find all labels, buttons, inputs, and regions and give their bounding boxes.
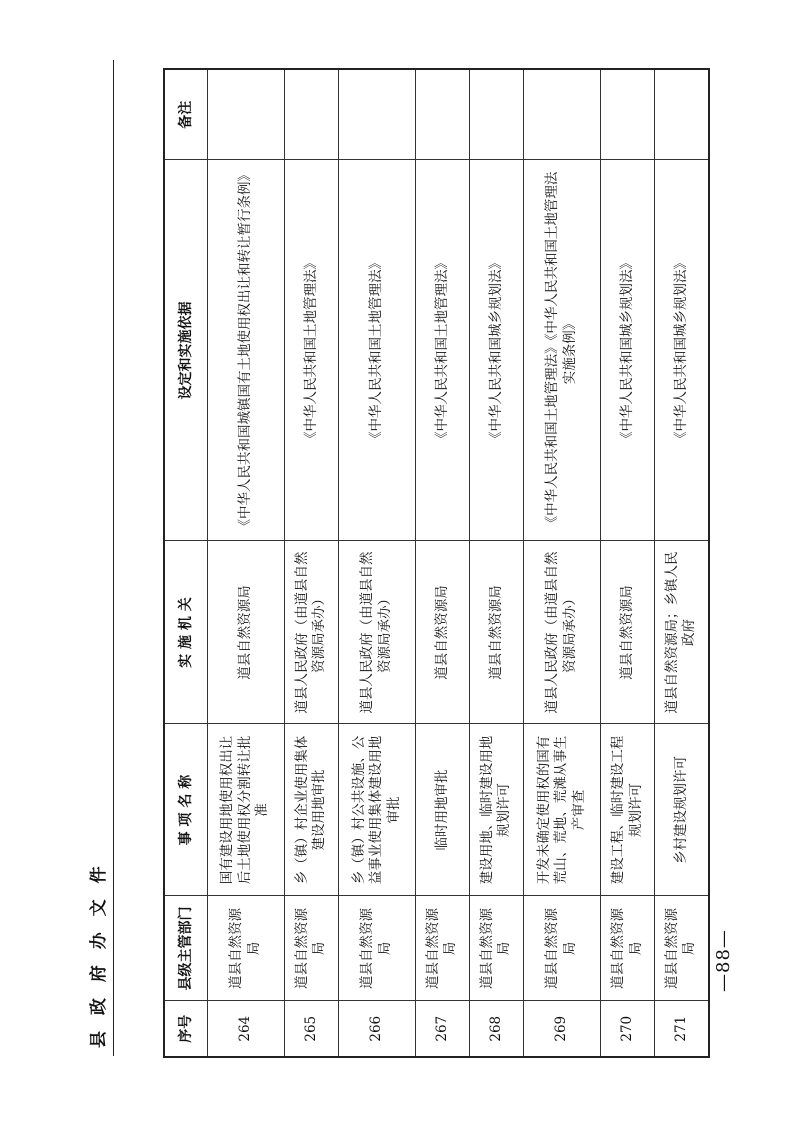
cell-item: 国有建设用地使用权出让后土地使用权分割转让批准 — [207, 724, 284, 896]
col-header-agency: 实 施 机 关 — [164, 541, 207, 724]
cell-basis: 《中华人民共和国城乡规划法》 — [601, 160, 655, 541]
cell-agency: 道县自然资源局 — [601, 541, 655, 724]
page-number: —88— — [713, 929, 734, 992]
cell-basis: 《中华人民共和国城乡规划法》 — [469, 160, 523, 541]
cell-note — [654, 69, 709, 160]
cell-basis: 《中华人民共和国土地管理法》《中华人民共和国土地管理法实施条例》 — [523, 160, 600, 541]
table-row — [601, 69, 655, 1057]
cell-note — [207, 69, 284, 160]
approval-items-table — [163, 68, 710, 1058]
cell-dept: 道县自然资源局 — [284, 896, 338, 1001]
table-row — [469, 69, 523, 1057]
cell-agency: 道县自然资源局 — [207, 541, 284, 724]
cell-note — [338, 69, 415, 160]
cell-basis: 《中华人民共和国城镇国有土地使用权出让和转让暂行条例》 — [207, 160, 284, 541]
cell-no: 270 — [601, 1001, 655, 1057]
table-row — [207, 69, 284, 1057]
cell-item: 建设用地、临时建设用地规划许可 — [469, 724, 523, 896]
cell-dept: 道县自然资源局 — [601, 896, 655, 1001]
cell-dept: 道县自然资源局 — [523, 896, 600, 1001]
cell-agency: 道县人民政府（由道县自然资源局承办） — [338, 541, 415, 724]
cell-no: 269 — [523, 1001, 600, 1057]
cell-item: 开发未确定使用权的国有荒山、荒地、荒滩从事生产审查 — [523, 724, 600, 896]
col-header-basis: 设定和实施依据 — [164, 160, 207, 541]
page-margin-rule — [113, 60, 114, 1056]
cell-item: 乡（镇）村企业使用集体建设用地审批 — [284, 724, 338, 896]
col-header-note: 备注 — [164, 69, 207, 160]
cell-no: 271 — [654, 1001, 709, 1057]
cell-agency: 道县自然资源局 — [416, 541, 470, 724]
col-header-dept: 县级主管部门 — [164, 896, 207, 1001]
cell-item: 建设工程、临时建设工程规划许可 — [601, 724, 655, 896]
cell-agency: 道县人民政府（由道县自然资源局承办） — [284, 541, 338, 724]
cell-basis: 《中华人民共和国土地管理法》 — [284, 160, 338, 541]
col-header-item: 事 项 名 称 — [164, 724, 207, 896]
cell-dept: 道县自然资源局 — [469, 896, 523, 1001]
table-header-row — [164, 69, 207, 1057]
cell-note — [284, 69, 338, 160]
col-header-no: 序号 — [164, 1001, 207, 1057]
cell-item: 乡（镇）村公共设施、公益事业使用集体建设用地审批 — [338, 724, 415, 896]
cell-dept: 道县自然资源局 — [207, 896, 284, 1001]
table-row — [338, 69, 415, 1057]
cell-basis: 《中华人民共和国土地管理法》 — [416, 160, 470, 541]
cell-no: 264 — [207, 1001, 284, 1057]
cell-note — [601, 69, 655, 160]
cell-note — [416, 69, 470, 160]
cell-dept: 道县自然资源局 — [338, 896, 415, 1001]
rotated-table-container — [163, 70, 710, 1058]
cell-no: 265 — [284, 1001, 338, 1057]
cell-dept: 道县自然资源局 — [416, 896, 470, 1001]
cell-item: 乡村建设规划许可 — [654, 724, 709, 896]
table-row — [523, 69, 600, 1057]
table-row — [654, 69, 709, 1057]
cell-dept: 道县自然资源局 — [654, 896, 709, 1001]
cell-basis: 《中华人民共和国土地管理法》 — [338, 160, 415, 541]
cell-agency: 道县人民政府（由道县自然资源局承办） — [523, 541, 600, 724]
cell-note — [469, 69, 523, 160]
cell-no: 267 — [416, 1001, 470, 1057]
table-row — [284, 69, 338, 1057]
table-row — [416, 69, 470, 1057]
cell-no: 268 — [469, 1001, 523, 1057]
cell-note — [523, 69, 600, 160]
cell-no: 266 — [338, 1001, 415, 1057]
cell-basis: 《中华人民共和国城乡规划法》 — [654, 160, 709, 541]
cell-agency: 道县自然资源局 — [469, 541, 523, 724]
cell-agency: 道县自然资源局；乡镇人民政府 — [654, 541, 709, 724]
cell-item: 临时用地审批 — [416, 724, 470, 896]
document-header: 县 政 府 办 文 件 — [89, 861, 109, 1048]
